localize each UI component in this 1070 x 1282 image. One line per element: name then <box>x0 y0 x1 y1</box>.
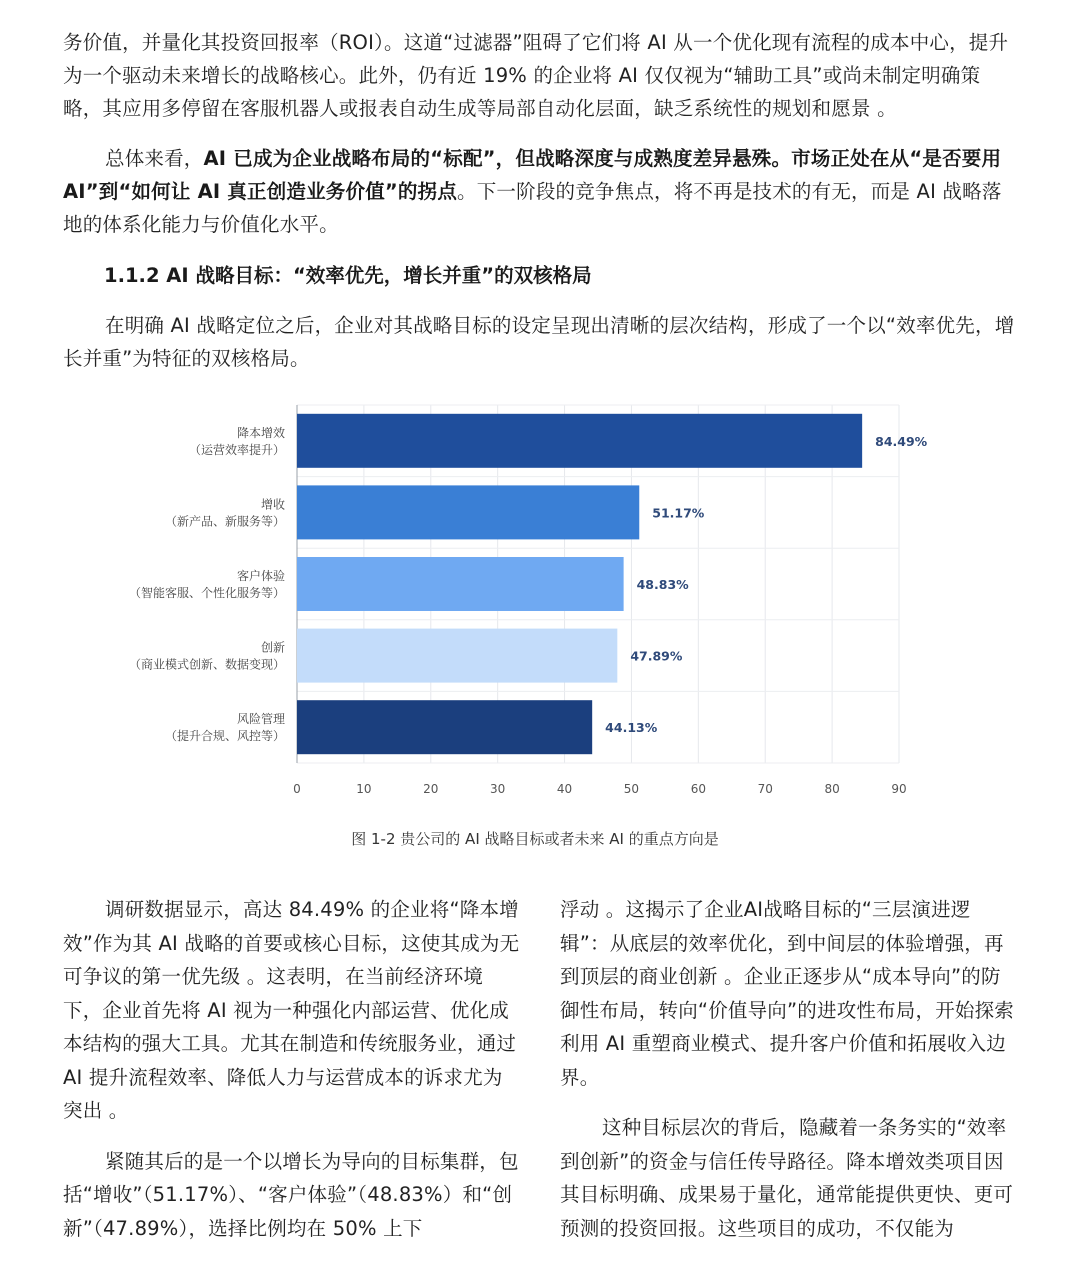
x-tick-label: 60 <box>690 782 706 796</box>
x-tick-label: 70 <box>757 782 773 796</box>
category-label: 风险管理 <box>236 712 285 727</box>
paragraph-roi-filter: 务价值，并量化其投资回报率（ROI）。这道“过滤器”阻碍了它们将 AI 从一个优化现有流程的成本中心，提升为一个驱动未来增长的战略核心。此外，仍有近 19% 的企业将 AI 仅仅视为“辅助工具”或尚未制定明确策略，其应用多停留在客服机器人或报表自动生成等局部自动化层面，缺乏系统性的规划和愿景 。 <box>63 31 1009 120</box>
left-column <box>63 893 521 1262</box>
x-tick-label: 20 <box>423 782 439 796</box>
category-label: 客户体验 <box>236 569 285 583</box>
bar-1 <box>297 414 862 468</box>
category-sublabel: （新产品、新服务等） <box>164 514 285 529</box>
category-label: 增收 <box>260 497 285 512</box>
x-tick-label: 30 <box>490 782 506 796</box>
bar-2 <box>297 485 639 539</box>
section-heading: 1.1.2 AI 战略目标：“效率优先，增长并重”的双核格局 <box>104 264 592 287</box>
left-paragraph-1: 调研数据显示，高达 84.49% 的企业将“降本增效”作为其 AI 战略的首要或核心目标，这使其成为无可争议的第一优先级 。这表明，在当前经济环境下，企业首先将 AI 视为一种强化内部运营、优化成本结构的强大工具。尤其在制造和传统服务业，通过 AI 提升流程效率、降低人力与运营成本的诉求尤为突出 。 <box>63 898 520 1122</box>
left-paragraph-2: 紧随其后的是一个以增长为导向的目标集群，包括“增收”（51.17%）、“客户体验”（48.83%）和“创新”（47.89%），选择比例均在 50% 上下 <box>63 1149 519 1240</box>
right-column <box>560 893 1018 1262</box>
category-sublabel: （运营效率提升） <box>188 442 285 457</box>
summary-tail: 。下一阶段的竞争焦点，将不再是技术的有无，而是 AI 战略落地的体系化能力与价值化水平。 <box>63 180 1002 236</box>
bar-5 <box>297 700 592 754</box>
category-label: 降本增效 <box>236 425 285 440</box>
bar-3 <box>297 557 624 611</box>
x-tick-label: 40 <box>556 782 573 796</box>
bar-value-label: 47.89% <box>630 648 683 664</box>
bar-chart <box>100 395 960 810</box>
right-paragraph-1: 浮动 。这揭示了企业AI战略目标的“三层演进逻辑”：从底层的效率优化，到中间层的体验增强，再到顶层的商业创新 。企业正逐步从“成本导向”的防御性布局，转向“价值导向”的进攻性布局，开始探索利用 AI 重塑商业模式、提升客户价值和拓展收入边界。 <box>560 898 1015 1089</box>
summary-lead: 总体来看， <box>105 147 204 170</box>
paragraph-summary <box>63 142 1018 241</box>
x-tick-label: 80 <box>824 782 840 796</box>
summary-bold: AI 已成为企业战略布局的“标配”，但战略深度与成熟度差异悬殊。市场正处在从“是否要用 AI”到“如何让 AI 真正创造业务价值”的拐点 <box>63 147 1002 203</box>
category-sublabel: （智能客服、个性化服务等） <box>128 586 285 600</box>
bar-value-label: 48.83% <box>636 577 689 592</box>
right-paragraph-2: 这种目标层次的背后，隐藏着一条务实的“效率到创新”的资金与信任传导路径。降本增效类项目因其目标明确、成果易于量化，通常能提供更快、更可预测的投资回报。这些项目的成功，不仅能为 <box>560 1116 1014 1240</box>
bar-value-label: 44.13% <box>605 720 658 736</box>
category-sublabel: （商业模式创新、数据变现） <box>128 657 285 672</box>
bar-value-label: 51.17% <box>652 505 705 521</box>
category-label: 创新 <box>260 640 285 655</box>
x-tick-label: 0 <box>293 782 301 796</box>
x-tick-label: 10 <box>356 782 372 796</box>
category-sublabel: （提升合规、风控等） <box>164 729 285 744</box>
paragraph-intro: 在明确 AI 战略定位之后，企业对其战略目标的设定呈现出清晰的层次结构，形成了一个以“效率优先，增长并重”为特征的双核格局。 <box>63 314 1015 370</box>
bar-value-label: 84.49% <box>875 433 928 449</box>
x-tick-label: 50 <box>623 782 640 796</box>
x-tick-label: 90 <box>891 782 907 796</box>
bar-4 <box>297 629 617 683</box>
figure-caption: 图 1-2 贵公司的 AI 战略目标或者未来 AI 的重点方向是 <box>351 830 719 848</box>
